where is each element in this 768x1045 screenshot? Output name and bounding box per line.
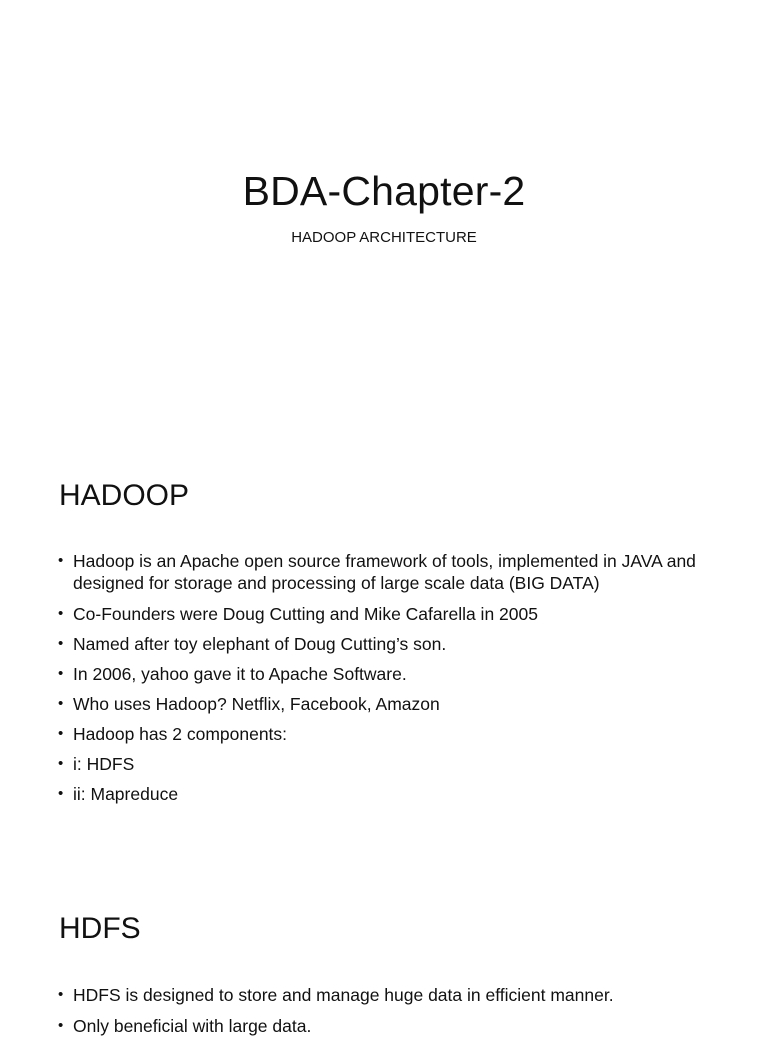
bullet-text: Who uses Hadoop? Netflix, Facebook, Amazon bbox=[73, 694, 440, 714]
bullet-dot-icon: • bbox=[58, 1017, 64, 1034]
bullet-item bbox=[57, 603, 737, 625]
bullet-item bbox=[57, 723, 737, 745]
hadoop-bullet-list bbox=[57, 550, 737, 813]
bullet-item bbox=[57, 633, 737, 655]
bullet-dot-icon: • bbox=[58, 665, 64, 682]
hdfs-slide bbox=[0, 864, 768, 1036]
bullet-item bbox=[57, 1015, 737, 1037]
bullet-text: Named after toy elephant of Doug Cutting’s son. bbox=[73, 634, 447, 654]
presentation-title: BDA-Chapter-2 bbox=[242, 168, 526, 214]
bullet-dot-icon: • bbox=[58, 605, 64, 622]
bullet-item bbox=[57, 663, 737, 685]
bullet-text: HDFS is designed to store and manage huge data in efficient manner. bbox=[73, 985, 614, 1005]
hadoop-slide bbox=[0, 432, 768, 864]
bullet-text: In 2006, yahoo gave it to Apache Software. bbox=[73, 664, 407, 684]
bullet-dot-icon: • bbox=[58, 635, 64, 652]
hdfs-slide-title: HDFS bbox=[59, 912, 141, 945]
bullet-dot-icon: • bbox=[58, 695, 64, 712]
bullet-text: Hadoop has 2 components: bbox=[73, 724, 288, 744]
bullet-text: Only beneficial with large data. bbox=[73, 1016, 312, 1036]
hdfs-bullet-list bbox=[57, 984, 737, 1045]
bullet-text: Hadoop is an Apache open source framework of tools, implemented in JAVA and designed for storage and processing of large scale data (BIG DATA) bbox=[73, 551, 696, 593]
bullet-dot-icon: • bbox=[58, 725, 64, 742]
hadoop-slide-title: HADOOP bbox=[59, 479, 190, 512]
presentation-subtitle: HADOOP ARCHITECTURE bbox=[291, 229, 477, 246]
bullet-dot-icon: • bbox=[58, 986, 64, 1003]
bullet-text: Co-Founders were Doug Cutting and Mike Cafarella in 2005 bbox=[73, 604, 538, 624]
bullet-item bbox=[57, 984, 737, 1006]
bullet-item bbox=[57, 550, 737, 594]
bullet-text: ii: Mapreduce bbox=[73, 784, 179, 804]
bullet-item bbox=[57, 753, 737, 775]
bullet-dot-icon: • bbox=[58, 785, 64, 802]
title-slide bbox=[0, 0, 768, 432]
bullet-text: i: HDFS bbox=[73, 754, 135, 774]
bullet-dot-icon: • bbox=[58, 552, 64, 569]
bullet-item bbox=[57, 693, 737, 715]
bullet-item bbox=[57, 783, 737, 805]
bullet-dot-icon: • bbox=[58, 755, 64, 772]
